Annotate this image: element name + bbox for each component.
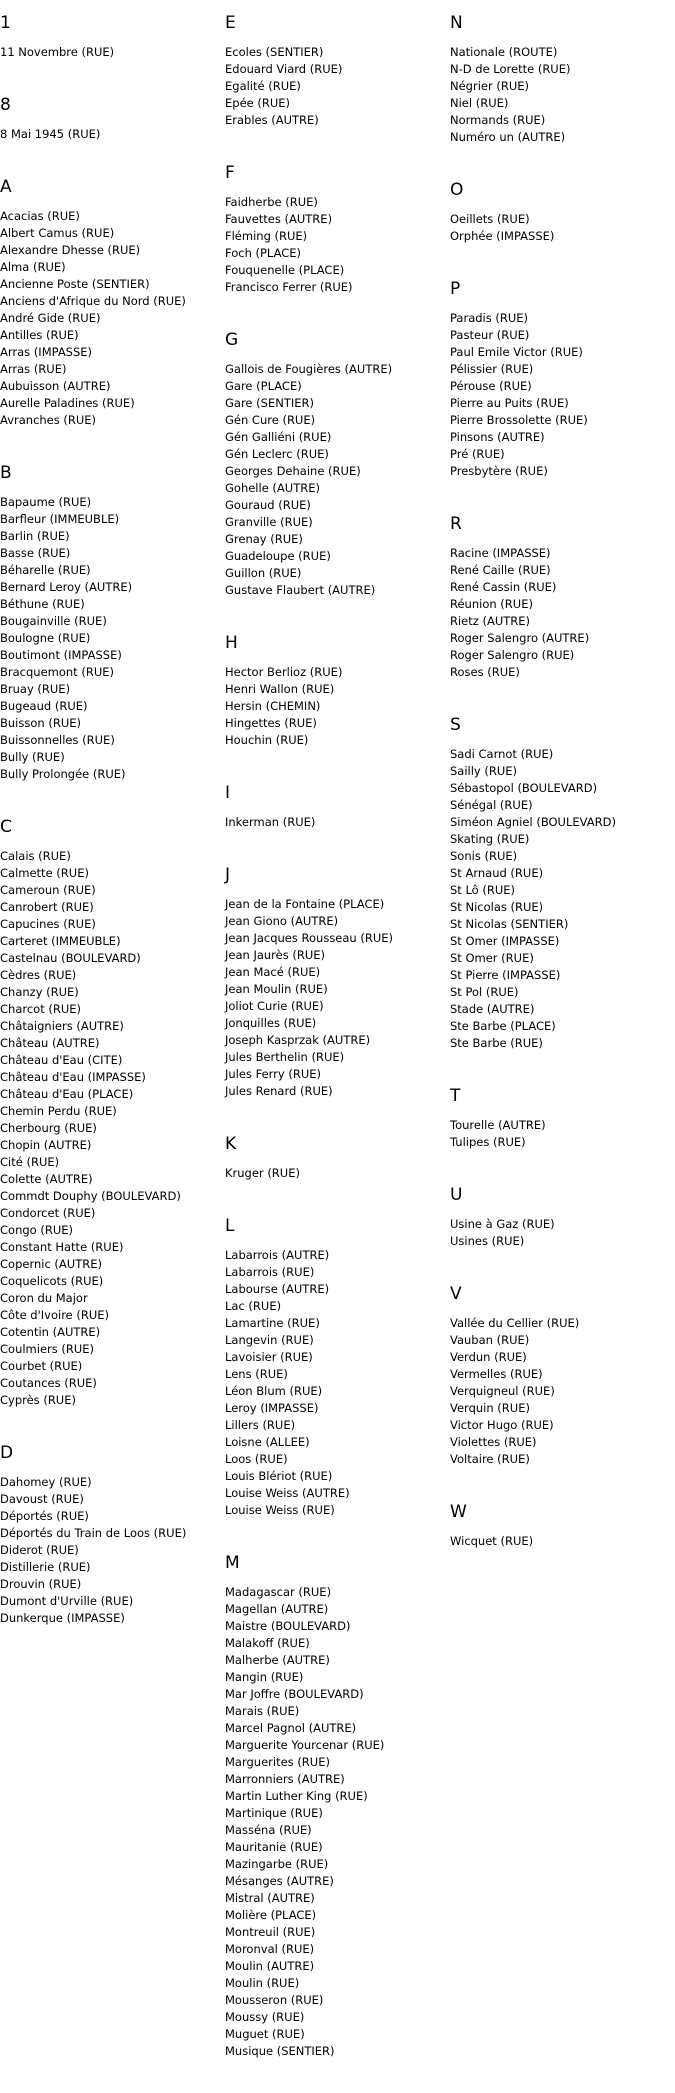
street-link[interactable]: Coron du Major <box>0 1291 88 1305</box>
street-link[interactable]: Bruay (RUE) <box>0 682 71 696</box>
street-link[interactable]: Vauban (RUE) <box>450 1333 530 1347</box>
street-link[interactable]: Musique (SENTIER) <box>225 2044 335 2058</box>
letter-heading: 8 <box>0 95 11 115</box>
street-link[interactable]: Leroy (IMPASSE) <box>225 1401 319 1415</box>
street-link[interactable]: Racine (IMPASSE) <box>450 546 551 560</box>
street-link[interactable]: André Gide (RUE) <box>0 311 101 325</box>
street-link[interactable]: Marcel Pagnol (AUTRE) <box>225 1721 357 1735</box>
street-link[interactable]: Acacias (RUE) <box>0 209 80 223</box>
street-link[interactable]: Jonquilles (RUE) <box>225 1016 317 1030</box>
street-list <box>0 44 220 61</box>
letter-section <box>225 782 450 831</box>
letter-section <box>225 162 450 296</box>
street-link[interactable]: Malherbe (AUTRE) <box>225 1653 330 1667</box>
street-link[interactable]: Avranches (RUE) <box>0 413 97 427</box>
street-link[interactable]: Charcot (RUE) <box>0 1002 82 1016</box>
street-link[interactable]: Henri Wallon (RUE) <box>225 682 335 696</box>
street-link[interactable]: Alma (RUE) <box>0 260 66 274</box>
street-link[interactable]: Numéro un (AUTRE) <box>450 130 566 144</box>
street-link[interactable]: Courbet (RUE) <box>0 1359 83 1373</box>
street-link[interactable]: Jean Giono (AUTRE) <box>225 914 339 928</box>
street-link[interactable]: Capucines (RUE) <box>0 917 96 931</box>
street-link[interactable]: St Nicolas (RUE) <box>450 900 544 914</box>
street-link[interactable]: Gén Leclerc (RUE) <box>225 447 329 461</box>
letter-heading: 1 <box>0 13 11 33</box>
street-link[interactable]: Joliot Curie (RUE) <box>225 999 324 1013</box>
letter-heading: U <box>450 1185 463 1205</box>
letter-heading: B <box>0 463 12 483</box>
letter-section <box>225 864 450 1100</box>
street-link[interactable]: Réunion (RUE) <box>450 597 533 611</box>
street-link[interactable]: Albert Camus (RUE) <box>0 226 115 240</box>
letter-section <box>450 1085 675 1151</box>
letter-heading: A <box>0 177 12 197</box>
street-link[interactable]: Cité (RUE) <box>0 1155 60 1169</box>
street-link[interactable]: Roses (RUE) <box>450 665 520 679</box>
street-link[interactable]: Sailly (RUE) <box>450 764 518 778</box>
street-link[interactable]: Aubuisson (AUTRE) <box>0 379 111 393</box>
street-link[interactable]: Lamartine (RUE) <box>225 1316 320 1330</box>
street-link[interactable]: Fauvettes (AUTRE) <box>225 212 333 226</box>
street-link[interactable]: Langevin (RUE) <box>225 1333 314 1347</box>
street-link[interactable]: Roger Salengro (RUE) <box>450 648 575 662</box>
street-link[interactable]: Guadeloupe (RUE) <box>225 549 331 563</box>
street-link[interactable]: Hector Berlioz (RUE) <box>225 665 343 679</box>
street-list <box>450 1117 675 1151</box>
street-link[interactable]: Normands (RUE) <box>450 113 546 127</box>
street-link[interactable]: Orphée (IMPASSE) <box>450 229 555 243</box>
street-link[interactable]: Pierre Brossolette (RUE) <box>450 413 588 427</box>
street-link[interactable]: Voltaire (RUE) <box>450 1452 530 1466</box>
street-link[interactable]: Carteret (IMMEUBLE) <box>0 934 121 948</box>
letter-section <box>450 714 675 1052</box>
street-link[interactable]: Cameroun (RUE) <box>0 883 96 897</box>
street-link[interactable]: Gén Galliéni (RUE) <box>225 430 332 444</box>
street-link[interactable]: Violettes (RUE) <box>450 1435 537 1449</box>
street-link[interactable]: Mésanges (AUTRE) <box>225 1874 334 1888</box>
street-link[interactable]: Côte d'Ivoire (RUE) <box>0 1308 110 1322</box>
street-link[interactable]: Paul Emile Victor (RUE) <box>450 345 583 359</box>
street-link[interactable]: Moulin (RUE) <box>225 1976 300 1990</box>
street-link[interactable]: Mistral (AUTRE) <box>225 1891 315 1905</box>
street-link[interactable]: Bracquemont (RUE) <box>0 665 114 679</box>
street-link[interactable]: Labarrois (AUTRE) <box>225 1248 330 1262</box>
street-link[interactable]: Moronval (RUE) <box>225 1942 315 1956</box>
street-link[interactable]: Vallée du Cellier (RUE) <box>450 1316 580 1330</box>
street-link[interactable]: Victor Hugo (RUE) <box>450 1418 554 1432</box>
street-link[interactable]: Fouquenelle (PLACE) <box>225 263 345 277</box>
street-link[interactable]: Rietz (AUTRE) <box>450 614 531 628</box>
letter-section <box>450 1501 675 1550</box>
street-link[interactable]: Condorcet (RUE) <box>0 1206 96 1220</box>
street-link[interactable]: Arras (IMPASSE) <box>0 345 93 359</box>
street-link[interactable]: Oeillets (RUE) <box>450 212 530 226</box>
letter-heading: G <box>225 330 239 350</box>
letter-section <box>0 176 220 429</box>
street-link[interactable]: Loos (RUE) <box>225 1452 288 1466</box>
street-link[interactable]: Bernard Leroy (AUTRE) <box>0 580 133 594</box>
letter-heading: F <box>225 163 235 183</box>
street-link[interactable]: 11 Novembre (RUE) <box>0 45 115 59</box>
street-link[interactable]: Jules Renard (RUE) <box>225 1084 333 1098</box>
street-link[interactable]: Louis Blériot (RUE) <box>225 1469 333 1483</box>
letter-heading: T <box>450 1086 461 1106</box>
letter-section <box>225 12 450 129</box>
street-list <box>0 494 220 783</box>
street-link[interactable]: Buisson (RUE) <box>0 716 81 730</box>
street-link[interactable]: St Arnaud (RUE) <box>450 866 544 880</box>
street-link[interactable]: René Caille (RUE) <box>450 563 551 577</box>
street-link[interactable]: Castelnau (BOULEVARD) <box>0 951 141 965</box>
street-link[interactable]: Pélissier (RUE) <box>450 362 534 376</box>
street-list <box>0 1474 220 1627</box>
street-link[interactable]: Jean Jaurès (RUE) <box>225 948 326 962</box>
street-link[interactable]: Siméon Agniel (BOULEVARD) <box>450 815 616 829</box>
letter-section <box>450 12 675 146</box>
street-link[interactable]: Cotentin (AUTRE) <box>0 1325 101 1339</box>
street-link[interactable]: Bougainville (RUE) <box>0 614 107 628</box>
street-link[interactable]: Magellan (AUTRE) <box>225 1602 329 1616</box>
letter-heading: S <box>450 715 461 735</box>
street-link[interactable]: Béharelle (RUE) <box>0 563 91 577</box>
street-link[interactable]: Copernic (AUTRE) <box>0 1257 102 1271</box>
street-link[interactable]: Mousseron (RUE) <box>225 1993 324 2007</box>
street-link[interactable]: Madagascar (RUE) <box>225 1585 332 1599</box>
street-link[interactable]: Bully Prolongée (RUE) <box>0 767 126 781</box>
street-link[interactable]: Nationale (ROUTE) <box>450 45 558 59</box>
street-link[interactable]: Calmette (RUE) <box>0 866 89 880</box>
street-link[interactable]: Moussy (RUE) <box>225 2010 305 2024</box>
street-link[interactable]: Skating (RUE) <box>450 832 530 846</box>
street-link[interactable]: Lac (RUE) <box>225 1299 282 1313</box>
street-link[interactable]: Dumont d'Urville (RUE) <box>0 1594 134 1608</box>
street-link[interactable]: Château d'Eau (PLACE) <box>0 1087 134 1101</box>
street-link[interactable]: Labarrois (RUE) <box>225 1265 315 1279</box>
street-link[interactable]: Hersin (CHEMIN) <box>225 699 321 713</box>
letter-section <box>0 1442 220 1627</box>
street-link[interactable]: Molière (PLACE) <box>225 1908 317 1922</box>
street-link[interactable]: Verquigneul (RUE) <box>450 1384 555 1398</box>
street-link[interactable]: Léon Blum (RUE) <box>225 1384 323 1398</box>
street-link[interactable]: Tulipes (RUE) <box>450 1135 526 1149</box>
street-link[interactable]: Déportés (RUE) <box>0 1509 89 1523</box>
street-link[interactable]: Bully (RUE) <box>0 750 65 764</box>
street-link[interactable]: René Cassin (RUE) <box>450 580 557 594</box>
letter-heading: I <box>225 783 231 803</box>
street-link[interactable]: Colette (AUTRE) <box>0 1172 93 1186</box>
index-column-3 <box>450 12 675 1583</box>
street-link[interactable]: Epée (RUE) <box>225 96 291 110</box>
street-link[interactable]: Déportés du Train de Loos (RUE) <box>0 1526 187 1540</box>
street-link[interactable]: Boutimont (IMPASSE) <box>0 648 122 662</box>
street-link[interactable]: Louise Weiss (RUE) <box>225 1503 335 1517</box>
street-link[interactable]: Vermelles (RUE) <box>450 1367 543 1381</box>
street-link[interactable]: Cyprès (RUE) <box>0 1393 76 1407</box>
street-link[interactable]: Chemin Perdu (RUE) <box>0 1104 117 1118</box>
street-list <box>450 310 675 480</box>
street-link[interactable]: Gustave Flaubert (AUTRE) <box>225 583 376 597</box>
street-link[interactable]: Barlin (RUE) <box>0 529 70 543</box>
street-link[interactable]: Pérouse (RUE) <box>450 379 532 393</box>
street-link[interactable]: Ecoles (SENTIER) <box>225 45 324 59</box>
street-link[interactable]: N-D de Lorette (RUE) <box>450 62 571 76</box>
street-link[interactable]: Paradis (RUE) <box>450 311 529 325</box>
letter-heading: M <box>225 1553 240 1573</box>
street-link[interactable]: Francisco Ferrer (RUE) <box>225 280 353 294</box>
street-link[interactable]: Malakoff (RUE) <box>225 1636 310 1650</box>
street-list <box>0 208 220 429</box>
letter-heading: R <box>450 514 462 534</box>
street-link[interactable]: Usines (RUE) <box>450 1234 525 1248</box>
street-link[interactable]: Jean Macé (RUE) <box>225 965 321 979</box>
street-list <box>225 361 450 599</box>
street-link[interactable]: Coquelicots (RUE) <box>0 1274 104 1288</box>
letter-section <box>450 1283 675 1468</box>
street-list <box>0 848 220 1409</box>
street-link[interactable]: Loisne (ALLEE) <box>225 1435 310 1449</box>
street-link[interactable]: Coulmiers (RUE) <box>0 1342 95 1356</box>
street-link[interactable]: Jules Ferry (RUE) <box>225 1067 322 1081</box>
street-link[interactable]: Gare (PLACE) <box>225 379 302 393</box>
street-link[interactable]: Tourelle (AUTRE) <box>450 1118 546 1132</box>
street-link[interactable]: Louise Weiss (AUTRE) <box>225 1486 350 1500</box>
street-list <box>225 1247 450 1519</box>
street-link[interactable]: Sénégal (RUE) <box>450 798 533 812</box>
street-link[interactable]: Diderot (RUE) <box>0 1543 79 1557</box>
street-link[interactable]: Verdun (RUE) <box>450 1350 527 1364</box>
street-list <box>450 545 675 681</box>
street-link[interactable]: Buissonnelles (RUE) <box>0 733 115 747</box>
street-link[interactable]: 8 Mai 1945 (RUE) <box>0 127 101 141</box>
street-list <box>225 1584 450 2060</box>
street-link[interactable]: Distillerie (RUE) <box>0 1560 91 1574</box>
letter-heading: V <box>450 1284 462 1304</box>
street-link[interactable]: Gouraud (RUE) <box>225 498 311 512</box>
street-list <box>225 194 450 296</box>
street-link[interactable]: Mazingarbe (RUE) <box>225 1857 329 1871</box>
street-link[interactable]: Foch (PLACE) <box>225 246 302 260</box>
street-link[interactable]: Barfleur (IMMEUBLE) <box>0 512 120 526</box>
street-link[interactable]: Grenay (RUE) <box>225 532 303 546</box>
street-link[interactable]: Marronniers (AUTRE) <box>225 1772 345 1786</box>
index-column-1 <box>0 12 220 1660</box>
street-list <box>450 44 675 146</box>
street-link[interactable]: Labourse (AUTRE) <box>225 1282 330 1296</box>
street-link[interactable]: Jean Jacques Rousseau (RUE) <box>225 931 394 945</box>
street-link[interactable]: Ste Barbe (PLACE) <box>450 1019 556 1033</box>
letter-heading: H <box>225 633 238 653</box>
street-link[interactable]: Dunkerque (IMPASSE) <box>0 1611 125 1625</box>
street-link[interactable]: Mauritanie (RUE) <box>225 1840 323 1854</box>
street-link[interactable]: Cèdres (RUE) <box>0 968 77 982</box>
letter-heading: L <box>225 1216 235 1236</box>
street-list <box>450 211 675 245</box>
street-link[interactable]: Kruger (RUE) <box>225 1166 300 1180</box>
street-link[interactable]: Jean de la Fontaine (PLACE) <box>225 897 385 911</box>
street-link[interactable]: Arras (RUE) <box>0 362 67 376</box>
street-link[interactable]: Gén Cure (RUE) <box>225 413 316 427</box>
street-link[interactable]: Constant Hatte (RUE) <box>0 1240 124 1254</box>
letter-section <box>225 632 450 749</box>
street-link[interactable]: Faidherbe (RUE) <box>225 195 318 209</box>
letter-section <box>0 12 220 61</box>
street-link[interactable]: Verquin (RUE) <box>450 1401 530 1415</box>
street-list <box>225 814 450 831</box>
letter-section <box>225 329 450 599</box>
street-link[interactable]: St Pierre (IMPASSE) <box>450 968 561 982</box>
letter-section <box>0 462 220 783</box>
street-link[interactable]: Antilles (RUE) <box>0 328 79 342</box>
street-link[interactable]: Négrier (RUE) <box>450 79 530 93</box>
street-link[interactable]: Lillers (RUE) <box>225 1418 296 1432</box>
letter-heading: D <box>0 1443 14 1463</box>
street-list <box>450 1216 675 1250</box>
street-link[interactable]: Pierre au Puits (RUE) <box>450 396 569 410</box>
letter-section <box>0 816 220 1409</box>
letter-heading: N <box>450 13 463 33</box>
street-link[interactable]: Mar Joffre (BOULEVARD) <box>225 1687 364 1701</box>
street-link[interactable]: St Nicolas (SENTIER) <box>450 917 569 931</box>
street-link[interactable]: Chopin (AUTRE) <box>0 1138 92 1152</box>
street-link[interactable]: Marais (RUE) <box>225 1704 300 1718</box>
street-link[interactable]: Edouard Viard (RUE) <box>225 62 343 76</box>
letter-heading: O <box>450 180 464 200</box>
street-link[interactable]: Montreuil (RUE) <box>225 1925 316 1939</box>
street-link[interactable]: Marguerites (RUE) <box>225 1755 330 1769</box>
street-link[interactable]: Sadi Carnot (RUE) <box>450 747 554 761</box>
street-link[interactable]: Pasteur (RUE) <box>450 328 530 342</box>
street-link[interactable]: Mangin (RUE) <box>225 1670 304 1684</box>
letter-section <box>450 278 675 480</box>
street-link[interactable]: Erables (AUTRE) <box>225 113 319 127</box>
street-link[interactable]: Guillon (RUE) <box>225 566 302 580</box>
letter-section <box>225 1215 450 1519</box>
letter-section <box>450 179 675 245</box>
street-list <box>225 896 450 1100</box>
street-link[interactable]: Château d'Eau (IMPASSE) <box>0 1070 146 1084</box>
street-list <box>450 1315 675 1468</box>
street-link[interactable]: Alexandre Dhesse (RUE) <box>0 243 141 257</box>
letter-heading: K <box>225 1134 237 1154</box>
street-link[interactable]: Dahomey (RUE) <box>0 1475 92 1489</box>
street-link[interactable]: Boulogne (RUE) <box>0 631 91 645</box>
street-link[interactable]: Granville (RUE) <box>225 515 313 529</box>
street-link[interactable]: Châtaigniers (AUTRE) <box>0 1019 124 1033</box>
letter-section <box>0 94 220 143</box>
street-link[interactable]: Houchin (RUE) <box>225 733 309 747</box>
letter-heading: J <box>225 865 231 885</box>
street-link[interactable]: Masséna (RUE) <box>225 1823 312 1837</box>
street-list <box>450 1533 675 1550</box>
street-link[interactable]: Commdt Douphy (BOULEVARD) <box>0 1189 181 1203</box>
street-list <box>0 126 220 143</box>
street-link[interactable]: Marguerite Yourcenar (RUE) <box>225 1738 385 1752</box>
street-link[interactable]: Béthune (RUE) <box>0 597 85 611</box>
street-list <box>225 44 450 129</box>
street-link[interactable]: Lens (RUE) <box>225 1367 288 1381</box>
street-link[interactable]: Sébastopol (BOULEVARD) <box>450 781 598 795</box>
letter-heading: C <box>0 817 12 837</box>
street-link[interactable]: Basse (RUE) <box>0 546 71 560</box>
letter-section <box>450 1184 675 1250</box>
street-link[interactable]: Presbytère (RUE) <box>450 464 548 478</box>
street-link[interactable]: Jules Berthelin (RUE) <box>225 1050 345 1064</box>
street-link[interactable]: Roger Salengro (AUTRE) <box>450 631 590 645</box>
street-link[interactable]: Inkerman (RUE) <box>225 815 316 829</box>
street-link[interactable]: Lavoisier (RUE) <box>225 1350 313 1364</box>
street-link[interactable]: Congo (RUE) <box>0 1223 73 1237</box>
street-link[interactable]: Drouvin (RUE) <box>0 1577 82 1591</box>
street-link[interactable]: Gare (SENTIER) <box>225 396 314 410</box>
street-link[interactable]: Ancienne Poste (SENTIER) <box>0 277 150 291</box>
street-list <box>225 1165 450 1182</box>
street-link[interactable]: Moulin (AUTRE) <box>225 1959 315 1973</box>
street-list <box>225 664 450 749</box>
street-link[interactable]: Joseph Kasprzak (AUTRE) <box>225 1033 371 1047</box>
street-link[interactable]: Martin Luther King (RUE) <box>225 1789 368 1803</box>
street-link[interactable]: Wicquet (RUE) <box>450 1534 534 1548</box>
street-link[interactable]: Muguet (RUE) <box>225 2027 305 2041</box>
street-link[interactable]: Cherbourg (RUE) <box>0 1121 97 1135</box>
street-link[interactable]: Georges Dehaine (RUE) <box>225 464 361 478</box>
street-list <box>450 746 675 1052</box>
street-link[interactable]: Pré (RUE) <box>450 447 505 461</box>
street-link[interactable]: Stade (AUTRE) <box>450 1002 535 1016</box>
street-link[interactable]: Ste Barbe (RUE) <box>450 1036 543 1050</box>
street-link[interactable]: Chanzy (RUE) <box>0 985 79 999</box>
index-column-2 <box>225 12 450 2093</box>
street-link[interactable]: Usine à Gaz (RUE) <box>450 1217 555 1231</box>
letter-section <box>225 1133 450 1182</box>
street-link[interactable]: Martinique (RUE) <box>225 1806 323 1820</box>
letter-heading: W <box>450 1502 467 1522</box>
street-link[interactable]: Davoust (RUE) <box>0 1492 84 1506</box>
street-link[interactable]: St Lô (RUE) <box>450 883 516 897</box>
letter-heading: P <box>450 279 461 299</box>
street-link[interactable]: Coutances (RUE) <box>0 1376 97 1390</box>
letter-section <box>450 513 675 681</box>
street-link[interactable]: Sonis (RUE) <box>450 849 518 863</box>
street-link[interactable]: Aurelle Paladines (RUE) <box>0 396 135 410</box>
street-link[interactable]: Gohelle (AUTRE) <box>225 481 320 495</box>
street-link[interactable]: Château (AUTRE) <box>0 1036 100 1050</box>
street-link[interactable]: St Omer (IMPASSE) <box>450 934 560 948</box>
street-link[interactable]: Egalité (RUE) <box>225 79 301 93</box>
street-link[interactable]: Hingettes (RUE) <box>225 716 317 730</box>
street-link[interactable]: Maistre (BOULEVARD) <box>225 1619 351 1633</box>
street-link[interactable]: Pinsons (AUTRE) <box>450 430 545 444</box>
street-link[interactable]: Bapaume (RUE) <box>0 495 92 509</box>
letter-section <box>225 1552 450 2060</box>
street-link[interactable]: Bugeaud (RUE) <box>0 699 88 713</box>
street-link[interactable]: Gallois de Fougières (AUTRE) <box>225 362 393 376</box>
street-link[interactable]: Canrobert (RUE) <box>0 900 94 914</box>
street-link[interactable]: Niel (RUE) <box>450 96 509 110</box>
street-link[interactable]: St Omer (RUE) <box>450 951 534 965</box>
street-link[interactable]: Fléming (RUE) <box>225 229 308 243</box>
letter-heading: E <box>225 13 236 33</box>
street-link[interactable]: Anciens d'Afrique du Nord (RUE) <box>0 294 186 308</box>
street-link[interactable]: Jean Moulin (RUE) <box>225 982 328 996</box>
street-link[interactable]: Calais (RUE) <box>0 849 71 863</box>
street-link[interactable]: Château d'Eau (CITE) <box>0 1053 123 1067</box>
street-link[interactable]: St Pol (RUE) <box>450 985 519 999</box>
